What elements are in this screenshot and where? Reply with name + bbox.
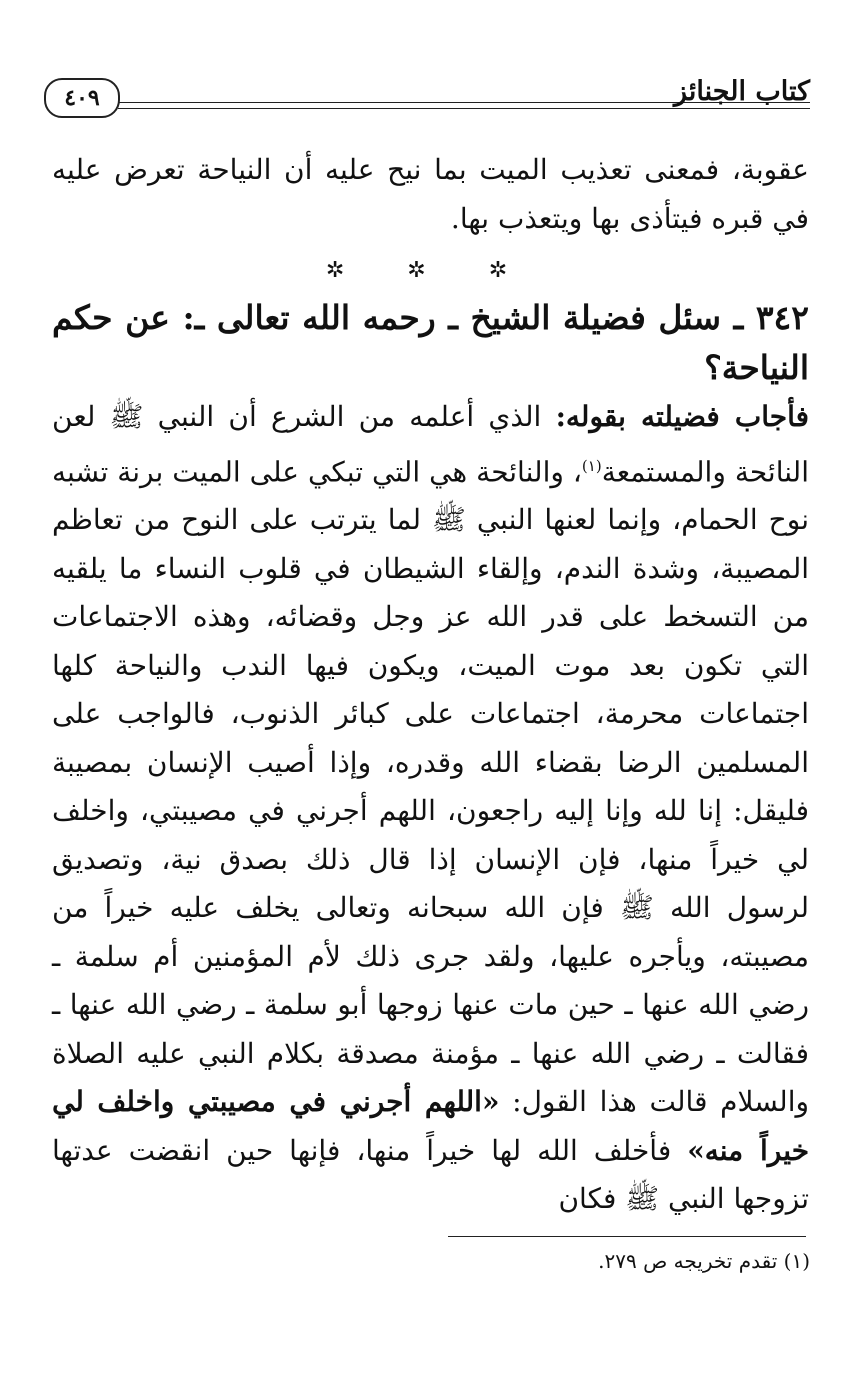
footnote-reference: (١)	[581, 456, 602, 475]
answer-intro: فأجاب فضيلته بقوله:	[555, 400, 810, 433]
page-number: ٤٠٩	[44, 78, 120, 118]
section-separator: ✲ ✲ ✲	[325, 258, 536, 283]
question-heading: ٣٤٢ ـ سئل فضيلة الشيخ ـ رحمه الله تعالى ـ: عن حكم النياحة؟	[52, 298, 809, 387]
footnote-separator	[448, 1236, 806, 1237]
footnote: (١) تقدم تخريجه ص ٢٧٩.	[598, 1249, 810, 1273]
page-body	[52, 146, 809, 1224]
chapter-title: كتاب الجنائز	[674, 76, 810, 107]
answer-text: الذي أعلمه من الشرع أن النبي ﷺ لعن النائحة والمستمعة	[52, 400, 809, 488]
quoted-supplication: «اللهم أجرني في مصيبتي واخلف لي خيراً منه»	[52, 1085, 809, 1167]
page-header	[44, 78, 810, 122]
answer-text: ، والنائحة هي التي تبكي على الميت برنة تشبه نوح الحمام، وإنما لعنها النبي ﷺ لما يترتب على النوح من تعاظم المصيبة، وشدة الندم، وإلقاء الشيطان في قلوب النساء ما يلقيه من التسخط على قدر الله عز وجل وقضائه، وهذه الاجتماعات التي تكون بعد موت الميت، ويكون فيها الندب والنياحة كلها اجتماعات محرمة، اجتماعات على كبائر الذنوب، فالواجب على المسلمين الرضا بقضاء الله وقدره، وإذا أصيب الإنسان بمصيبة فليقل: إنا لله وإنا إليه راجعون، اللهم أجرني في مصيبتي، واخلف لي خيراً منها، فإن الإنسان إذا قال ذلك بصدق نية، وتصديق لرسول الله ﷺ فإن الله سبحانه وتعالى يخلف عليه خيراً من مصيبته، ويأجره عليها، ولقد جرى ذلك لأم المؤمنين أم سلمة ـ رضي الله عنها ـ حين مات عنها زوجها أبو سلمة ـ رضي الله عنها ـ فقالت ـ رضي الله عنها ـ مؤمنة مصدقة بكلام النبي عليه الصلاة والسلام قالت هذا القول:	[52, 454, 810, 1119]
header-rule	[118, 108, 810, 109]
paragraph-continuation: عقوبة، فمعنى تعذيب الميت بما نيح عليه أن النياحة تعرض عليه في قبره فيتأذى بها ويتعذب بها.	[52, 153, 809, 235]
answer-text: فأخلف الله لها خيراً منها، فإنها حين انقضت عدتها تزوجها النبي ﷺ فكان	[52, 1133, 809, 1216]
answer-paragraph	[52, 393, 809, 1224]
